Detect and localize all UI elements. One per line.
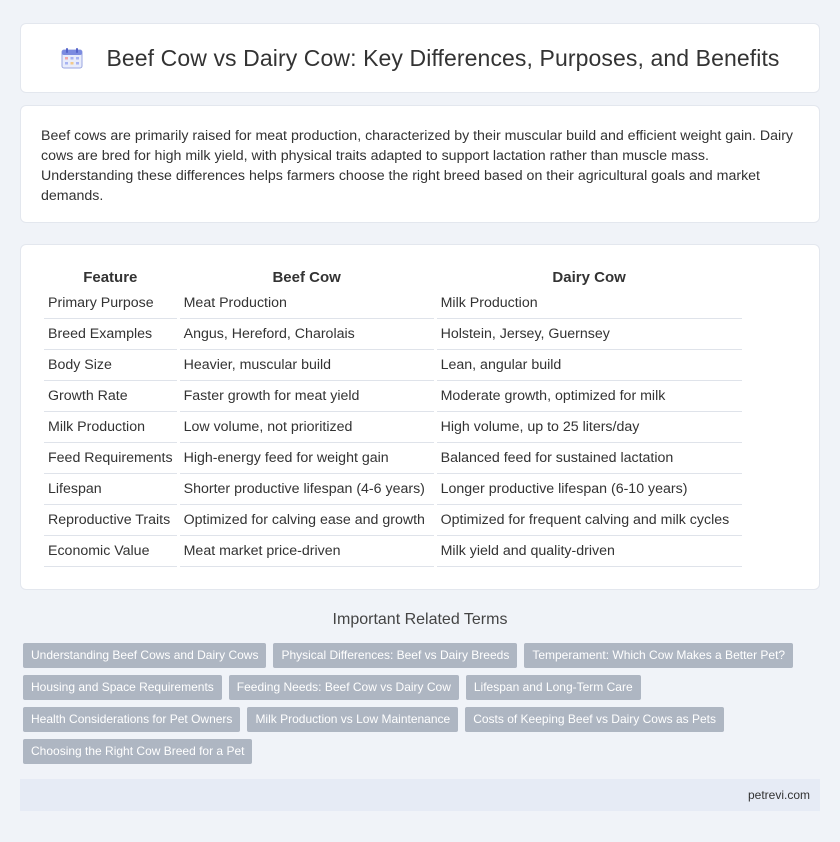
table-row (44, 350, 742, 381)
feature-cell: Body Size (44, 350, 177, 381)
dairy-cell: Optimized for frequent calving and milk cycles (437, 505, 742, 536)
page-title: Beef Cow vs Dairy Cow: Key Differences, Purposes, and Benefits (106, 44, 780, 71)
table-row (44, 474, 742, 505)
related-term-tag[interactable]: Choosing the Right Cow Breed for a Pet (23, 739, 252, 764)
feature-cell: Growth Rate (44, 381, 177, 412)
dairy-cell: Balanced feed for sustained lactation (437, 443, 742, 474)
beef-cell: Low volume, not prioritized (180, 412, 434, 443)
footer (20, 779, 820, 811)
header-feature: Feature (83, 269, 138, 286)
beef-cell: Meat market price-driven (180, 536, 434, 567)
feature-cell: Reproductive Traits (44, 505, 177, 536)
dairy-cell: Longer productive lifespan (6-10 years) (437, 474, 742, 505)
title-card (20, 23, 820, 93)
comparison-table-card (20, 244, 820, 590)
related-term-tag[interactable]: Temperament: Which Cow Makes a Better Pet? (524, 643, 793, 668)
feature-cell: Economic Value (44, 536, 177, 567)
feature-cell: Lifespan (44, 474, 177, 505)
header-dairy-cow: Dairy Cow (552, 269, 626, 286)
intro-text: Beef cows are primarily raised for meat production, characterized by their muscular build and efficient weight gain. Dairy cows are bred for high milk yield, with physical traits adapted to support lactation rather than muscle mass. Understanding these differences helps farmers choose the right breed based on their agricultural goals and market demands. (41, 128, 794, 204)
related-term-tag[interactable]: Milk Production vs Low Maintenance (247, 707, 458, 732)
related-terms-title: Important Related Terms (332, 611, 508, 628)
feature-cell: Milk Production (44, 412, 177, 443)
feature-cell: Primary Purpose (44, 288, 177, 319)
table-row (44, 505, 742, 536)
dairy-cell: Milk yield and quality-driven (437, 536, 742, 567)
related-term-tag[interactable]: Physical Differences: Beef vs Dairy Breeds (273, 643, 517, 668)
beef-cell: High-energy feed for weight gain (180, 443, 434, 474)
beef-cell: Shorter productive lifespan (4-6 years) (180, 474, 434, 505)
comparison-table (41, 265, 745, 567)
beef-cell: Heavier, muscular build (180, 350, 434, 381)
related-term-tag[interactable]: Health Considerations for Pet Owners (23, 707, 240, 732)
table-header-row (44, 265, 742, 288)
related-terms-list (23, 643, 813, 771)
table-row (44, 536, 742, 567)
table-row (44, 381, 742, 412)
feature-cell: Breed Examples (44, 319, 177, 350)
table-row (44, 412, 742, 443)
table-row (44, 319, 742, 350)
related-term-tag[interactable]: Housing and Space Requirements (23, 675, 222, 700)
feature-cell: Feed Requirements (44, 443, 177, 474)
beef-cell: Angus, Hereford, Charolais (180, 319, 434, 350)
dairy-cell: Milk Production (437, 288, 742, 319)
related-term-tag[interactable]: Lifespan and Long-Term Care (466, 675, 641, 700)
beef-cell: Meat Production (180, 288, 434, 319)
beef-cell: Optimized for calving ease and growth (180, 505, 434, 536)
header-beef-cow: Beef Cow (272, 269, 341, 286)
dairy-cell: Holstein, Jersey, Guernsey (437, 319, 742, 350)
related-term-tag[interactable]: Costs of Keeping Beef vs Dairy Cows as Pets (465, 707, 724, 732)
dairy-cell: Moderate growth, optimized for milk (437, 381, 742, 412)
intro-card (20, 105, 820, 223)
related-term-tag[interactable]: Understanding Beef Cows and Dairy Cows (23, 643, 266, 668)
dairy-cell: Lean, angular build (437, 350, 742, 381)
table-row (44, 443, 742, 474)
related-term-tag[interactable]: Feeding Needs: Beef Cow vs Dairy Cow (229, 675, 459, 700)
table-row (44, 288, 742, 319)
beef-cell: Faster growth for meat yield (180, 381, 434, 412)
dairy-cell: High volume, up to 25 liters/day (437, 412, 742, 443)
calendar-icon (60, 46, 84, 70)
footer-site-link[interactable]: petrevi.com (747, 788, 810, 802)
